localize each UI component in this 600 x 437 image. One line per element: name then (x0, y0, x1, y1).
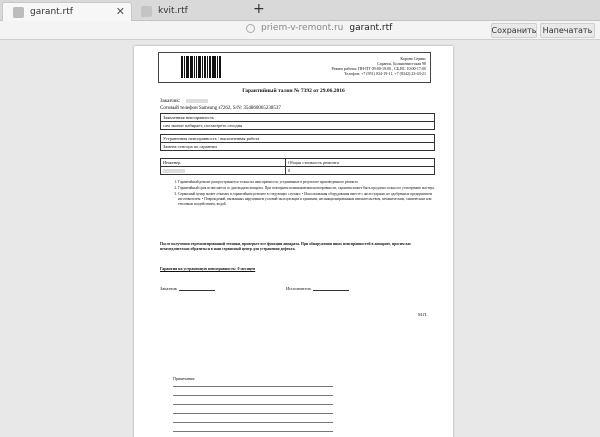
print-button[interactable]: Напечатать (540, 23, 595, 38)
header-box (158, 52, 431, 83)
stamp-place: М.П. (418, 312, 428, 317)
total-label: Общая стоимость ремонта (288, 160, 339, 165)
term-item: 3. Сервисный центр может отказать в гарантийном ремонте в следующих случаях: • Использования оборудования вместе с аксессуарами, не одобренных предприятием изготовителем. • Повреждений, вызванных нарушением условий эксплуатации и хранения, несанкционированным вмешательством, механическим, химическим или тепловым воздействием, водой. (178, 192, 440, 207)
total-value: 0 (288, 168, 291, 173)
tab-label: kvit.rtf (158, 6, 188, 16)
redacted-engineer (163, 169, 185, 173)
fault-value: сам звонит набирает, посмотреть сегодня (163, 123, 243, 128)
notes-line (173, 413, 333, 414)
save-button[interactable]: Сохранить (491, 23, 537, 38)
notes-line (173, 404, 333, 405)
tab-label: garant.rtf (30, 7, 73, 17)
customer-block (160, 98, 281, 112)
terms-list (168, 180, 440, 208)
document-viewer[interactable] (0, 40, 600, 437)
company-info: Корона Сервис Саранск, Большевистская 98 Режим работы: ПН-ПТ 09:00-19:00 , СБ,ВС 10:00-17:00 Телефон: +7 (951) 034-19-11, +7 (8342) 23-43-21 (331, 56, 426, 76)
notes-line (173, 395, 333, 396)
fault-table (160, 113, 435, 130)
address-domain: priem-v-remont.ru (261, 23, 344, 33)
repair-value: Замена сенсора по гарантии (163, 144, 217, 149)
term-item: 1. Гарантийный ремонт распространяется только на неисправности, устраненные в результате произведенного ремонта. (178, 180, 440, 185)
customer-signature: Заказчик (160, 286, 215, 291)
address-file: garant.rtf (349, 23, 393, 33)
document-title: Гарантийный талон № 7392 от 29.06.2016 (242, 88, 345, 94)
site-icon (246, 24, 255, 33)
notes-line (173, 431, 333, 432)
address-bar[interactable] (246, 23, 392, 33)
warranty-period: Гарантия на устраненную неисправность: 0 месяцев (160, 266, 256, 271)
new-tab-button[interactable]: + (253, 1, 265, 17)
notes-line (173, 386, 333, 387)
executor-signature: Исполнитель (286, 286, 349, 291)
bold-note: После получения отремонтированной техники, проверьте все функции аппарата. При обнаружении иных неисправностей в аппарате, просим вас незамедлительно обратиться в наш сервисный центр для устранения дефекта. (160, 242, 412, 251)
tab-garant[interactable] (2, 2, 132, 21)
customer-label: Заказчик: (160, 99, 181, 104)
engineer-value (161, 167, 286, 174)
document-icon (141, 6, 152, 17)
tab-kvit[interactable] (131, 2, 251, 20)
notes-label: Примечания: (173, 376, 196, 381)
document-icon (13, 7, 24, 18)
notes-line (173, 422, 333, 423)
tab-bar (0, 0, 600, 21)
term-item: 2. Гарантийный срок исчисляется со дня выдачи аппарата. При повторном возникновении неисправности, гарантия может быть продлена только по усмотрению мастера. (178, 186, 440, 191)
engineer-label: Инженер (161, 159, 286, 166)
redacted-name (186, 99, 208, 103)
close-icon[interactable]: ✕ (115, 5, 125, 18)
device-info: Сотовый телефон Samsung s7262, S/N: 354860065238537 (160, 106, 281, 111)
document-page (134, 46, 453, 437)
viewer-toolbar (0, 21, 600, 40)
engineer-table (160, 158, 435, 175)
fault-label: Заявленная неисправность (161, 114, 434, 122)
repair-label: Устраненная неисправность / выполненная работа (161, 135, 434, 143)
barcode (181, 56, 221, 78)
repair-table (160, 134, 435, 151)
